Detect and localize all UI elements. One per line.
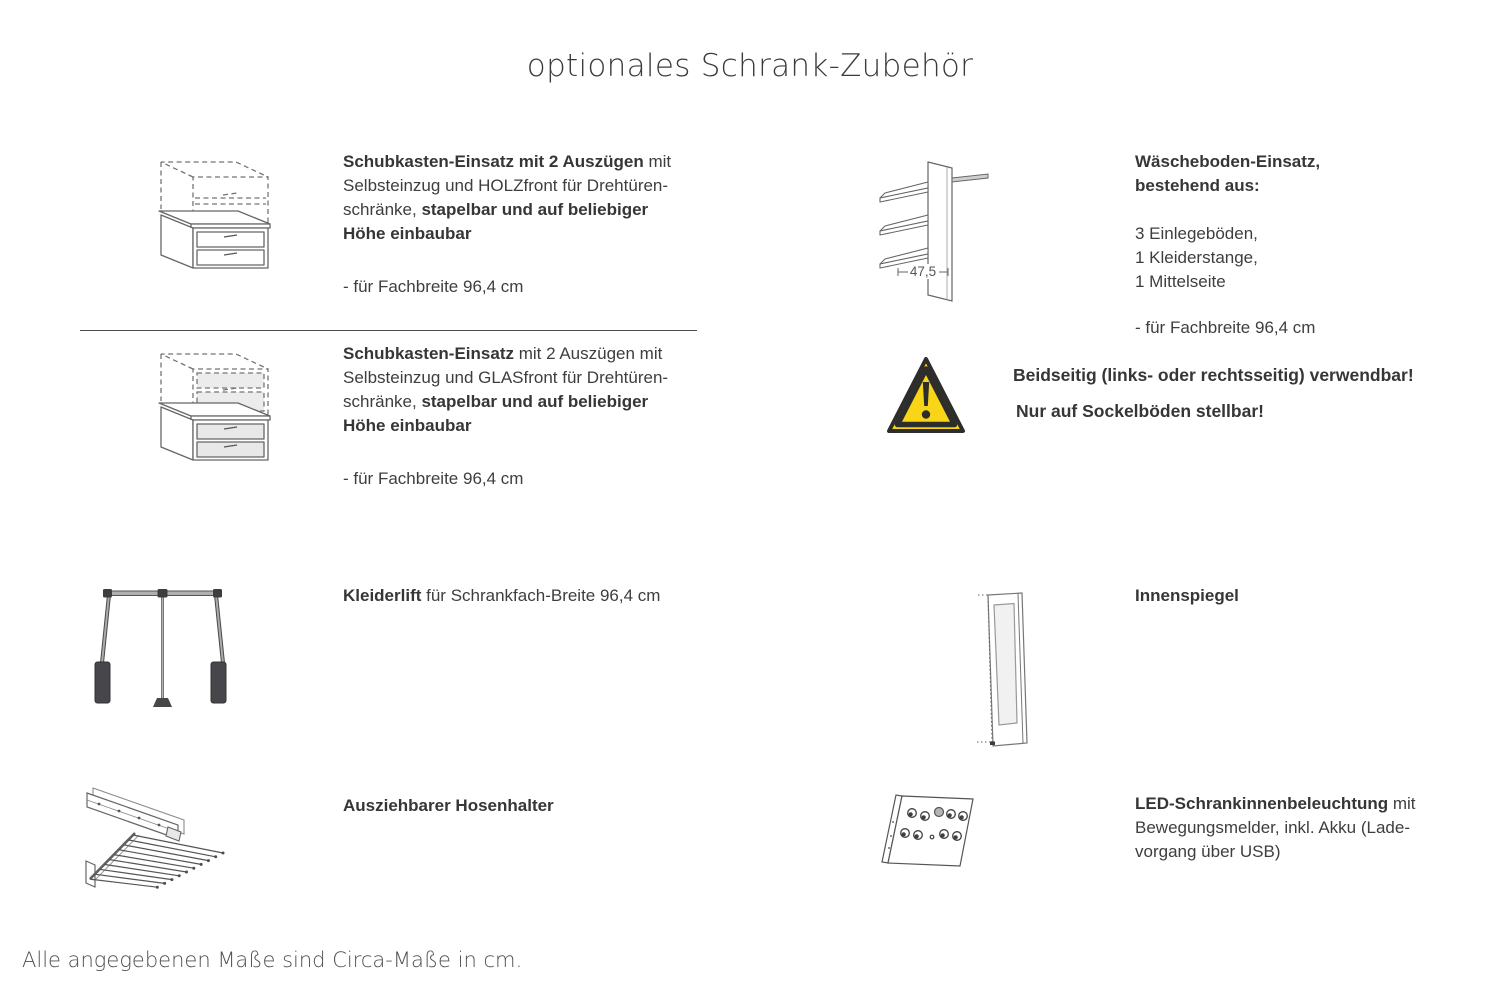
section-divider [80,330,697,331]
page-title: optionales Schrank-Zubehör [526,48,974,84]
laundry-shelf-title-line2: bestehend aus: [1135,176,1260,195]
laundry-shelf-part: 3 Einlegeböden, [1135,224,1258,243]
drawer-insert-glass-text [343,342,728,491]
dimension-label: 47,5 [909,264,937,279]
drawer-insert-glass-illustration [78,339,308,465]
drawer-insert-glass-description: Schubkasten-Einsatz mit 2 Auszügen mit Selbsteinzug und GLASfront für Drehtüren- schränke, stapelbar und auf beliebiger Höhe einbaubar [343,344,669,435]
drawer-insert-wood-description: Schubkasten-Einsatz mit 2 Auszügen mit Selbsteinzug und HOLZfront für Drehtüren- schränke, stapelbar und auf beliebiger Höhe einbaubar [343,152,672,243]
laundry-shelf-title-line1: Wäscheboden-Einsatz, [1135,152,1321,171]
laundry-shelf-text [1135,150,1500,340]
clothes-lift-text [343,584,728,608]
clothes-lift-description: Kleiderlift für Schrankfach-Breite 96,4 cm [343,586,661,605]
clothes-lift-illustration [93,585,228,710]
led-light-text [1135,792,1500,864]
drawer-insert-wood-text [343,150,728,299]
warning-line-2: Nur auf Sockelböden stellbar! [1016,401,1264,421]
led-light-drawing [880,782,982,887]
trouser-holder-description: Ausziehbarer Hosenhalter [343,796,554,815]
drawer-insert-wood-drawing [78,147,308,273]
drawer-insert-glass-drawing [78,339,308,465]
drawer-insert-glass-note: - für Fachbreite 96,4 cm [343,469,524,488]
trouser-holder-text [343,794,728,818]
inner-mirror-illustration [976,584,1032,754]
laundry-shelf-parts [1135,222,1500,294]
drawer-insert-wood-illustration [78,147,308,273]
led-light-illustration [880,782,982,887]
warning-line-1: Beidseitig (links- oder rechtsseitig) verwendbar! [1013,365,1414,385]
clothes-lift-drawing [93,585,228,710]
warning-triangle-icon [884,352,968,436]
trouser-holder-illustration [73,783,301,905]
footer-note: Alle angegebenen Maße sind Circa-Maße in cm. [22,948,523,972]
laundry-shelf-illustration [876,152,1008,317]
laundry-shelf-note: - für Fachbreite 96,4 cm [1135,318,1316,337]
led-light-description: LED-Schrankinnenbeleuchtung mit Bewegungsmelder, inkl. Akku (Lade- vorgang über USB) [1135,794,1416,861]
trouser-holder-drawing [73,783,301,905]
warning-icon [884,352,968,436]
inner-mirror-drawing [976,584,1032,754]
inner-mirror-description: Innenspiegel [1135,586,1239,605]
laundry-shelf-part: 1 Kleiderstange, [1135,248,1258,267]
laundry-shelf-part: 1 Mittelseite [1135,272,1226,291]
inner-mirror-text [1135,584,1500,608]
drawer-insert-wood-note: - für Fachbreite 96,4 cm [343,277,524,296]
laundry-shelf-drawing [876,152,1008,317]
